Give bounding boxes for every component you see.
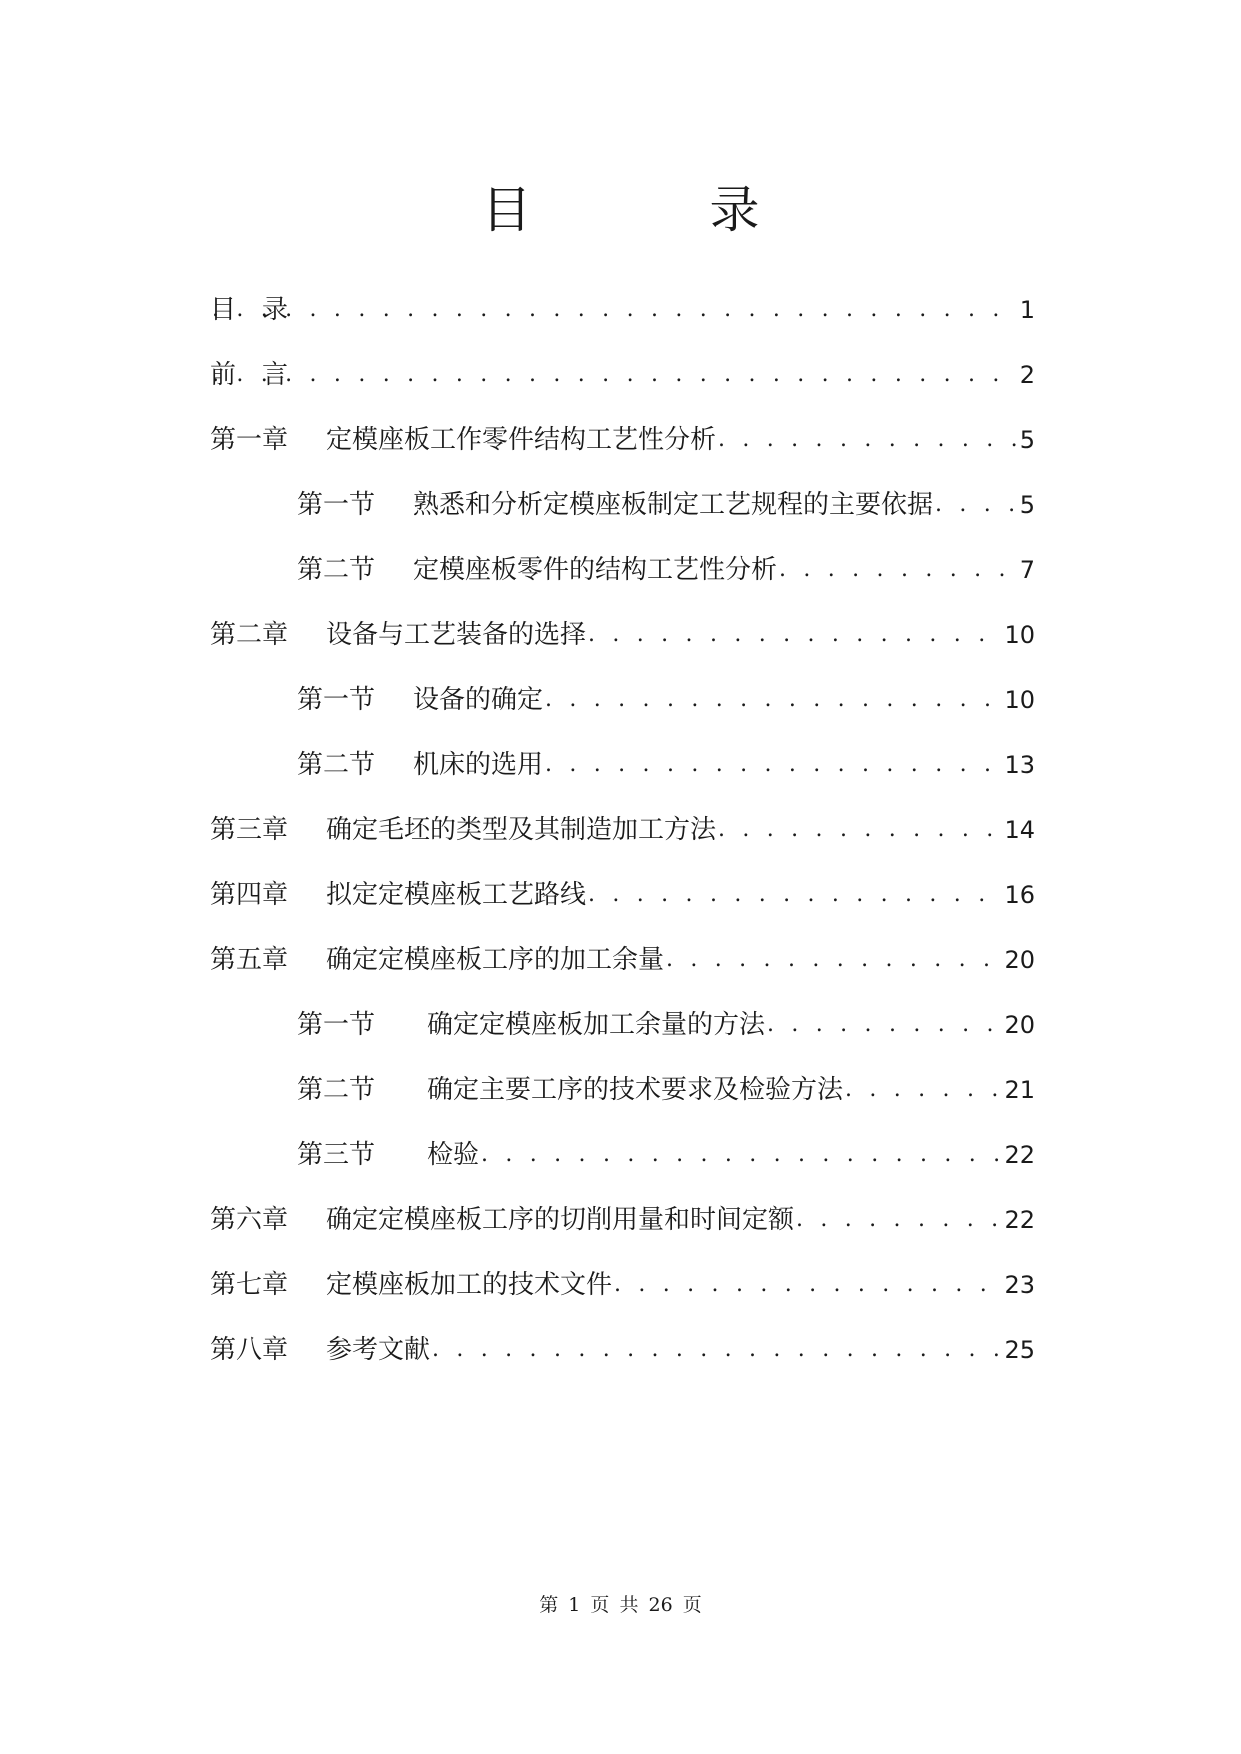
- toc-leader: [767, 1003, 1002, 1047]
- toc-chapter-number: 第三章: [210, 815, 289, 845]
- toc-entry-chapter-1[interactable]: [210, 418, 1035, 462]
- toc-section-number: 第三节: [297, 1140, 376, 1170]
- footer-current-page: 1: [568, 1594, 581, 1616]
- toc-chapter-number: 第二章: [210, 620, 289, 650]
- toc-leader: [935, 483, 1018, 527]
- toc-leader: [212, 288, 1018, 332]
- toc-page-number: 20: [1004, 946, 1035, 974]
- footer-prefix: 第: [539, 1594, 559, 1616]
- toc-leader: [588, 873, 1002, 917]
- toc-chapter-number: 第八章: [210, 1335, 289, 1365]
- toc-section-number: 第一节: [297, 1010, 376, 1040]
- toc-entry-chapter-5[interactable]: [210, 938, 1035, 982]
- toc-entry-ch5-sec3[interactable]: [297, 1133, 1035, 1177]
- toc-entry-chapter-7[interactable]: [210, 1263, 1035, 1307]
- toc-entry-title: 设备的确定: [413, 685, 544, 715]
- toc-leader: [666, 938, 1002, 982]
- toc-page-number: 22: [1004, 1141, 1035, 1169]
- toc-leader: [212, 353, 1018, 397]
- toc-entry-title: 定模座板加工的技术文件: [326, 1270, 613, 1300]
- toc-entry-title: 定模座板零件的结构工艺性分析: [413, 555, 778, 585]
- footer-total-pages: 26: [648, 1594, 673, 1616]
- toc-page-number: 21: [1004, 1076, 1035, 1104]
- toc-section-number: 第二节: [297, 555, 376, 585]
- toc-page-number: 20: [1004, 1011, 1035, 1039]
- toc-page-number: 25: [1004, 1336, 1035, 1364]
- toc-leader: [588, 613, 1002, 657]
- toc-page-number: 7: [1019, 556, 1035, 584]
- toc-leader: [796, 1198, 1002, 1242]
- toc-page-number: 5: [1019, 426, 1035, 454]
- toc-entry-title: 确定定模座板加工余量的方法: [427, 1010, 766, 1040]
- toc-section-number: 第二节: [297, 1075, 376, 1105]
- toc-entry-title: 确定毛坯的类型及其制造加工方法: [326, 815, 717, 845]
- toc-leader: [718, 808, 1002, 852]
- toc-entry-chapter-8[interactable]: [210, 1328, 1035, 1372]
- toc-page-number: 1: [1019, 296, 1035, 324]
- toc-entry-title: 定模座板工作零件结构工艺性分析: [326, 425, 717, 455]
- toc-leader: [779, 548, 1018, 592]
- toc-leader: [545, 743, 1002, 787]
- toc-entry-chapter-2[interactable]: [210, 613, 1035, 657]
- toc-entry-ch1-sec1[interactable]: [297, 483, 1035, 527]
- toc-entry-ch2-sec1[interactable]: [297, 678, 1035, 722]
- toc-entry-title: 机床的选用: [413, 750, 544, 780]
- toc-entry-chapter-6[interactable]: [210, 1198, 1035, 1242]
- toc-leader: [614, 1263, 1002, 1307]
- toc-entry-title: 参考文献: [326, 1335, 431, 1365]
- toc-section-number: 第一节: [297, 490, 376, 520]
- toc-entry-preface[interactable]: 前 言 . . . 2: [210, 353, 1035, 397]
- toc-entry-title: 熟悉和分析定模座板制定工艺规程的主要依据: [413, 490, 934, 520]
- toc-entry-title: 检验: [427, 1140, 480, 1170]
- toc-entry-title: 确定定模座板工序的切削用量和时间定额: [326, 1205, 795, 1235]
- toc-entry-ch5-sec1[interactable]: [297, 1003, 1035, 1047]
- toc-leader: [718, 418, 1018, 462]
- toc-leader: [845, 1068, 1002, 1112]
- toc-page-number: 10: [1004, 621, 1035, 649]
- page-footer: [0, 1590, 1241, 1620]
- toc-entry-chapter-3[interactable]: [210, 808, 1035, 852]
- toc-entry-title: 拟定定模座板工艺路线: [326, 880, 587, 910]
- toc-page-number: 10: [1004, 686, 1035, 714]
- toc-entry-ch1-sec2[interactable]: [297, 548, 1035, 592]
- toc-leader: [432, 1328, 1002, 1372]
- toc-page-number: 13: [1004, 751, 1035, 779]
- toc-page-number: 16: [1004, 881, 1035, 909]
- toc-leader: [481, 1133, 1002, 1177]
- page-title: 目 录: [481, 181, 824, 239]
- toc-chapter-number: 第四章: [210, 880, 289, 910]
- toc-section-number: 第二节: [297, 750, 376, 780]
- toc-page-number: 2: [1019, 361, 1035, 389]
- toc-leader: [545, 678, 1002, 722]
- toc-entry-title: 确定主要工序的技术要求及检验方法: [427, 1075, 844, 1105]
- toc-entry-title: 设备与工艺装备的选择: [326, 620, 587, 650]
- toc-page-number: 23: [1004, 1271, 1035, 1299]
- toc-section-number: 第一节: [297, 685, 376, 715]
- toc-chapter-number: 第七章: [210, 1270, 289, 1300]
- toc-entry-ch5-sec2[interactable]: [297, 1068, 1035, 1112]
- footer-middle: 页 共: [590, 1594, 639, 1616]
- toc-chapter-number: 第一章: [210, 425, 289, 455]
- toc-chapter-number: 第六章: [210, 1205, 289, 1235]
- toc-entry-title: 确定定模座板工序的加工余量: [326, 945, 665, 975]
- toc-page-number: 22: [1004, 1206, 1035, 1234]
- toc-entry-ch2-sec2[interactable]: [297, 743, 1035, 787]
- toc-page-number: 5: [1019, 491, 1035, 519]
- footer-suffix: 页: [682, 1594, 702, 1616]
- toc-page-number: 14: [1004, 816, 1035, 844]
- toc-chapter-number: 第五章: [210, 945, 289, 975]
- toc-entry-contents[interactable]: 目 录 . . . 1: [210, 288, 1035, 332]
- toc-entry-chapter-4[interactable]: [210, 873, 1035, 917]
